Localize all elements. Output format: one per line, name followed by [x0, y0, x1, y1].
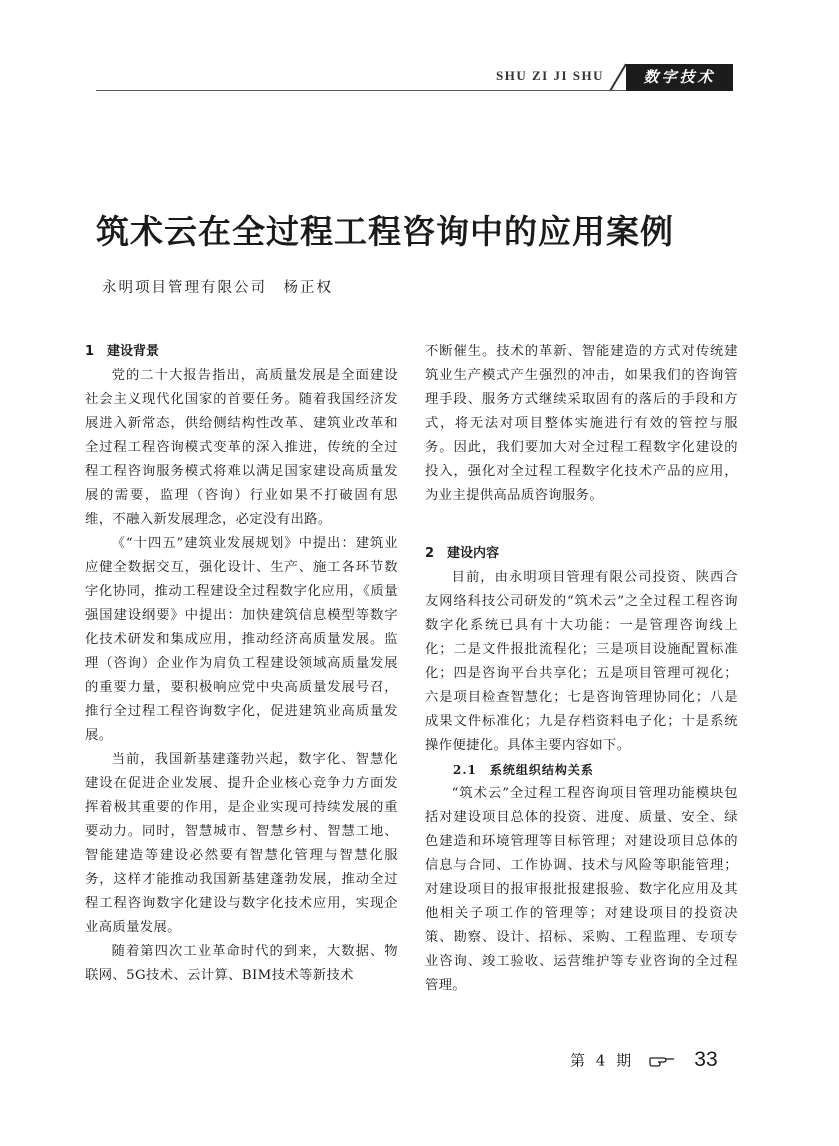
issue-number: 第 4 期 — [570, 1051, 635, 1070]
page-footer — [570, 1048, 718, 1072]
section-1-paragraph-4: 随着第四次工业革命时代的到来，大数据、物联网、5G技术、云计算、BIM技术等新技术 — [85, 944, 398, 983]
section-1-paragraph-2: 《“十四五”建筑业发展规划》中提出：建筑业应健全数据交互，强化设计、生产、施工各环节数字化协同，推动工程建设全过程数字化应用，《质量强国建设纲要》中提出：加快建筑信息模型等数字化技术研发和集成应用，推动经济高质量发展。监理（咨询）企业作为肩负工程建设领域高质量发展的重要力量，要积极响应党中央高质量发展号召，推行全过程工程咨询数字化，促进建筑业高质量发展。 — [85, 536, 398, 743]
header-slash-decoration — [606, 63, 628, 93]
section-badge: 数字技术 — [626, 64, 733, 91]
section-1-paragraph-3: 当前，我国新基建蓬勃兴起，数字化、智慧化建设在促进企业发展、提升企业核心竞争力方面发挥着极其重要的作用，是企业实现可持续发展的重要动力。同时，智慧城市、智慧乡村、智慧工地、智能建造等建设必然要有智慧化管理与智慧化服务，这样才能推动我国新基建蓬勃发展，推动全过程工程咨询数字化建设与数字化技术应用，实现企业高质量发展。 — [85, 752, 398, 935]
pointing-hand-icon — [649, 1053, 675, 1067]
page-number: 33 — [694, 1048, 718, 1071]
article-byline: 永明项目管理有限公司 杨正权 — [102, 280, 333, 296]
right-column — [425, 340, 738, 998]
running-header-latin: SHU ZI JI SHU — [496, 68, 604, 83]
section-2-heading: 2 建设内容 — [425, 546, 500, 561]
article-title: 筑术云在全过程工程咨询中的应用案例 — [96, 212, 674, 251]
subsection-2-1-heading: 2.1 系统组织结构关系 — [453, 763, 594, 777]
header-rule — [96, 90, 626, 91]
section-1-heading: 1 建设背景 — [85, 344, 160, 359]
section-1-paragraph-4-continued: 不断催生。技术的革新、智能建造的方式对传统建筑业生产模式产生强烈的冲击，如果我们的咨询管理手段、服务方式继续采取固有的落后的手段和方式，将无法对项目整体实施进行有效的管控与服务。因此，我们要加大对全过程工程数字化建设的投入，强化对全过程工程数字化技术产品的应用，为业主提供高品质咨询服务。 — [425, 344, 738, 503]
section-2-paragraph-1: 目前，由永明项目管理有限公司投资、陕西合友网络科技公司研发的“筑术云”之全过程工程咨询数字化系统已具有十大功能：一是管理咨询线上化；二是文件报批流程化；三是项目设施配置标准化；四是咨询平台共享化；五是项目管理可视化；六是项目检查智慧化；七是咨询管理协同化；八是成果文件标准化；九是存档资料电子化；十是系统操作便捷化。具体主要内容如下。 — [425, 570, 738, 753]
section-1-paragraph-1: 党的二十大报告指出，高质量发展是全面建设社会主义现代化国家的首要任务。随着我国经济发展进入新常态，供给侧结构性改革、建筑业改革和全过程工程咨询模式变革的深入推进，传统的全过程工程咨询服务模式将难以满足国家建设高质量发展的需要，监理（咨询）行业如果不打破固有思维，不融入新发展理念，必定没有出路。 — [85, 368, 398, 527]
subsection-2-1-paragraph-1: “筑术云”全过程工程咨询项目管理功能模块包括对建设项目总体的投资、进度、质量、安全、绿色建造和环境管理等目标管理；对建设项目总体的信息与合同、工作协调、技术与风险等职能管理；对建设项目的报审报批报建报验、数字化应用及其他相关子项工作的管理等；对建设项目的投资决策、勘察、设计、招标、采购、工程监理、专项专业咨询、竣工验收、运营维护等专业咨询的全过程管理。 — [425, 786, 738, 993]
left-column — [85, 340, 398, 988]
